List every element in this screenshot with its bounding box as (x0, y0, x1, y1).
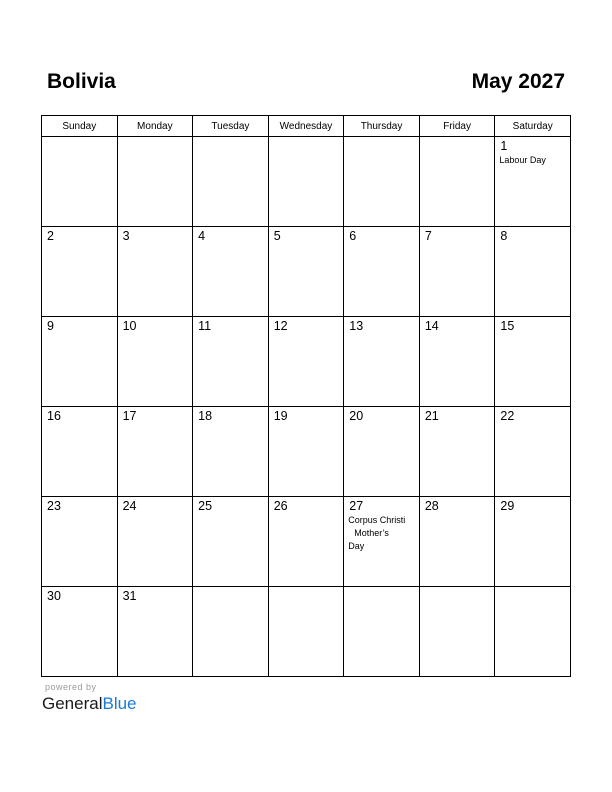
day-number: 4 (198, 229, 206, 243)
day-number: 1 (500, 139, 508, 153)
day-number: 7 (424, 229, 432, 243)
weekday-header: Thursday (344, 116, 420, 137)
day-cell (193, 317, 269, 407)
powered-by-label: powered by (45, 682, 97, 692)
day-cell (344, 317, 420, 407)
day-cell (419, 497, 495, 587)
day-cell (42, 587, 118, 677)
day-cell (268, 497, 344, 587)
day-number: 21 (424, 409, 439, 423)
day-number: 25 (198, 499, 213, 513)
day-cell (117, 227, 193, 317)
day-number: 31 (122, 589, 137, 603)
day-number: 9 (47, 319, 54, 333)
week-row (42, 137, 571, 227)
brand-blue-text: Blue (102, 694, 137, 713)
weekday-header: Wednesday (268, 116, 344, 137)
generalblue-logo[interactable] (42, 694, 137, 714)
day-number: 24 (122, 499, 137, 513)
country-title: Bolivia (47, 70, 116, 93)
day-number: 3 (122, 229, 130, 243)
day-number: 13 (349, 319, 364, 333)
day-cell (193, 587, 269, 677)
day-number: 30 (47, 589, 61, 603)
day-cell (344, 407, 420, 497)
day-number: 14 (424, 319, 439, 333)
day-cell (117, 137, 193, 227)
day-cell (495, 317, 571, 407)
day-cell (495, 227, 571, 317)
day-cell (193, 227, 269, 317)
weekday-header: Tuesday (193, 116, 269, 137)
week-row (42, 317, 571, 407)
day-cell (42, 497, 118, 587)
week-row (42, 587, 571, 677)
day-number: 28 (424, 499, 439, 513)
day-cell (193, 407, 269, 497)
week-row (42, 227, 571, 317)
weekday-header: Sunday (42, 116, 118, 137)
day-cell (344, 227, 420, 317)
day-number: 2 (47, 229, 54, 243)
holiday-label: Corpus Christi (348, 515, 406, 525)
day-cell (193, 137, 269, 227)
weekday-header: Friday (419, 116, 495, 137)
week-row (42, 407, 571, 497)
day-number: 15 (500, 319, 515, 333)
day-cell (495, 407, 571, 497)
day-number: 19 (273, 409, 288, 423)
day-number: 8 (500, 229, 508, 243)
day-cell (117, 407, 193, 497)
day-cell (117, 497, 193, 587)
day-number: 27 (349, 499, 364, 513)
day-cell (268, 227, 344, 317)
day-number: 11 (198, 319, 212, 333)
day-number: 23 (47, 499, 61, 513)
day-cell (495, 497, 571, 587)
day-cell (117, 317, 193, 407)
day-cell (419, 317, 495, 407)
weekday-header: Monday (117, 116, 193, 137)
day-cell (344, 137, 420, 227)
day-number: 26 (273, 499, 288, 513)
day-number: 6 (349, 229, 357, 243)
month-year-title: May 2027 (471, 70, 565, 93)
brand-general-text: General (42, 694, 103, 713)
day-cell (419, 227, 495, 317)
day-cell (268, 407, 344, 497)
day-cell (419, 407, 495, 497)
day-cell (495, 137, 571, 227)
weekday-header: Saturday (495, 116, 571, 137)
day-number: 12 (273, 319, 288, 333)
day-number: 10 (122, 319, 137, 333)
day-number: 20 (349, 409, 364, 423)
holiday-label: Mother’s (354, 528, 389, 538)
day-cell (344, 497, 420, 587)
day-cell (344, 587, 420, 677)
day-cell (268, 587, 344, 677)
holiday-label: Labour Day (499, 155, 546, 165)
day-number: 18 (198, 409, 213, 423)
day-number: 29 (500, 499, 515, 513)
day-cell (42, 137, 118, 227)
day-cell (117, 587, 193, 677)
day-cell (268, 137, 344, 227)
day-cell (419, 587, 495, 677)
day-cell (42, 407, 118, 497)
holiday-label: Day (348, 541, 365, 551)
day-cell (42, 227, 118, 317)
day-number: 22 (500, 409, 515, 423)
week-row (42, 497, 571, 587)
day-cell (42, 317, 118, 407)
day-cell (419, 137, 495, 227)
day-cell (268, 317, 344, 407)
calendar-grid (41, 115, 571, 677)
day-cell (495, 587, 571, 677)
weekday-header-row (42, 116, 571, 137)
day-number: 17 (122, 409, 137, 423)
day-number: 5 (273, 229, 281, 243)
day-cell (193, 497, 269, 587)
day-number: 16 (47, 409, 61, 423)
